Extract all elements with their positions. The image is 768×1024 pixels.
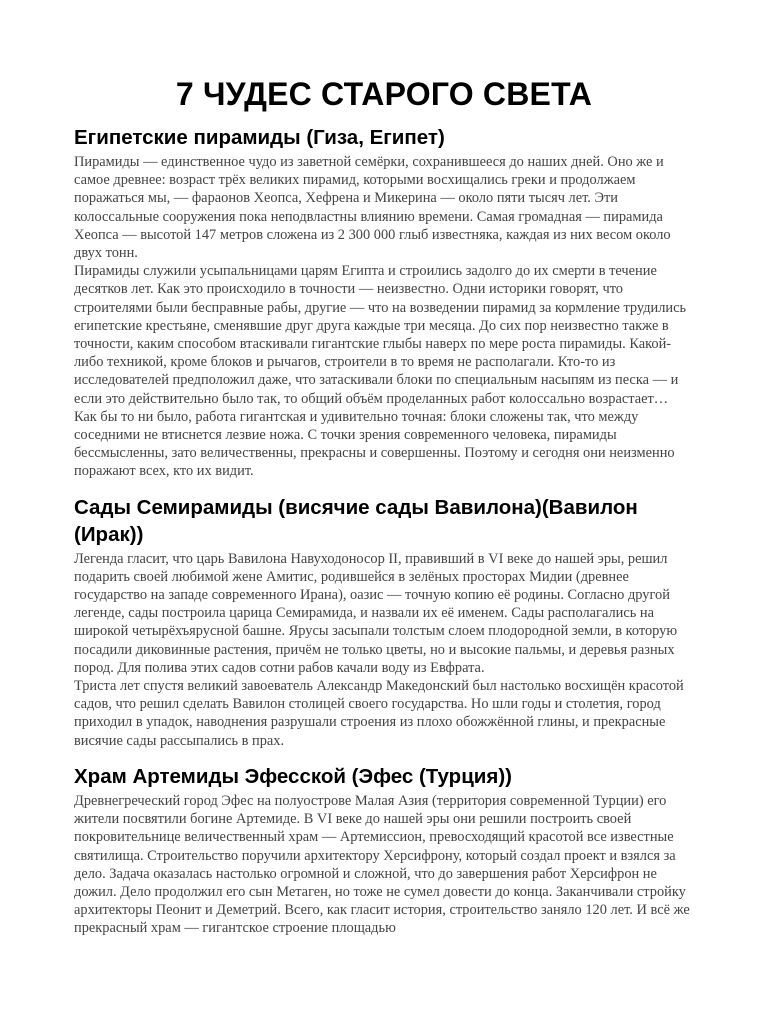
section-temple-artemis bbox=[74, 763, 694, 938]
paragraph: Древнегреческий город Эфес на полуострове Малая Азия (территория современной Турции) его жители посвятили богине Артемиде. В VI веке до нашей эры они решили построить своей покровительнице величественный храм — Артемиссион, превосходящий красотой все известные святилища. Строительство поручили архитектору Херсифрону, который создал проект и взялся за дело. Задача оказалась настолько огромной и сложной, что до завершения работ Херсифрон не дожил. Дело продолжил его сын Метаген, но тоже не сумел довести до конца. Заканчивали стройку архитекторы Пеонит и Деметрий. Всего, как гласит история, строительство заняло 120 лет. И всё же прекрасный храм — гигантское строение площадью bbox=[74, 792, 690, 937]
section-heading: Храм Артемиды Эфесской (Эфес (Турция)) bbox=[74, 764, 513, 788]
section-heading: Сады Семирамиды (висячие сады Вавилона)(Вавилон (Ирак)) bbox=[74, 495, 638, 546]
paragraph: Пирамиды служили усыпальницами царям Египта и строились задолго до их смерти в течение десятков лет. Как это происходило в точности — неизвестно. Одни историки говорят, что строителями были бесправные рабы, другие — что на возведении пирамид за кормление трудились египетские крестьяне, сменявшие друг друга каждые три месяца. До сих пор неизвестно также в точности, каким способом втаскивали гигантские глыбы наверх по мере роста пирамиды. Какой-либо техникой, кроме блоков и рычагов, строители в то время не располагали. Кто-то из исследователей предположил даже, что затаскивали блоки по специальным насыпям из песка — и если это действительно было так, то общий объём проделанных работ колоссально возрастает… Как бы то ни было, работа гигантская и удивительно точная: блоки сложены так, что между соседними не втиснется лезвие ножа. С точки зрения современного человека, пирамиды бессмысленны, зато величественны, прекрасны и совершенны. Поэтому и сегодня они неизменно поражают всех, кто их видит. bbox=[74, 263, 687, 480]
paragraph: Триста лет спустя великий завоеватель Александр Македонский был настолько восхищён красотой садов, что решил сделать Вавилон столицей своего государства. Но шли годы и столетия, город приходил в упадок, наводнения разрушали строения из плохо обожжённой глины, и прекрасные висячие сады рассыпались в прах. bbox=[74, 678, 684, 749]
page-title: 7 ЧУДЕС СТАРОГО СВЕТА bbox=[175, 76, 593, 112]
paragraph: Пирамиды — единственное чудо из заветной семёрки, сохранившееся до наших дней. Оно же и самое древнее: возраст трёх великих пирамид, которыми восхищались греки и продолжаем поражаться мы, — фараонов Хеопса, Хефрена и Микерина — около пяти тысяч лет. Эти колоссальные сооружения пока неподвластны влиянию времени. Самая громадная — пирамида Хеопса — высотой 147 метров сложена из 2 300 000 глыб известняка, каждая из них весом около двух тонн. bbox=[74, 154, 671, 262]
section-heading: Египетские пирамиды (Гиза, Египет) bbox=[74, 126, 445, 149]
paragraph: Легенда гласит, что царь Вавилона Навуходоносор II, правивший в VI веке до нашей эры, решил подарить своей любимой жене Амитис, родившейся в зелёных просторах Мидии (древнее государство на западе современного Ирана), оазис — точную копию её родины. Согласно другой легенде, сады построила царица Семирамида, и назвали их её именем. Сады располагались на широкой четырёхъярусной башне. Ярусы засыпали толстым слоем плодородной земли, в которую посадили диковинные растения, причём не только цветы, но и высокие пальмы, и деревья разных пород. Для полива этих садов сотни рабов качали воду из Евфрата. bbox=[74, 550, 678, 676]
section-pyramids bbox=[74, 124, 694, 481]
section-hanging-gardens bbox=[74, 494, 694, 750]
